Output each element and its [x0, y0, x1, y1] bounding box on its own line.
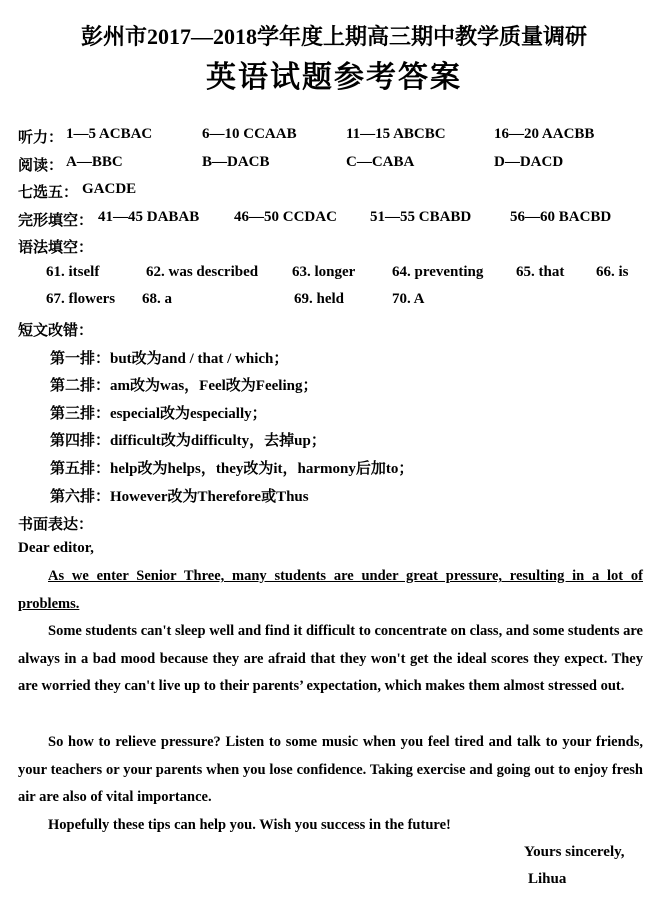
reading-label: 阅读： — [18, 158, 64, 174]
letter-greeting: Dear editor, — [18, 540, 94, 556]
listening-answer-3: 11—15 ABCBC — [346, 126, 446, 142]
letter-closing: Yours sincerely, — [524, 844, 625, 860]
letter-signature: Lihua — [528, 871, 567, 887]
listening-answer-2: 6—10 CCAAB — [202, 126, 297, 142]
correction-line-1: 第一排：but改为and / that / which； — [50, 351, 289, 367]
title-line-1: 彭州市2017—2018学年度上期高三期中教学质量调研 — [80, 24, 587, 49]
reading-answer-d: D—DACD — [494, 154, 564, 170]
writing-label: 书面表达： — [18, 517, 94, 533]
grammar-answer-61: 61. itself — [46, 264, 100, 280]
cloze-answer-4: 56—60 BACBD — [510, 209, 612, 225]
reading-answer-a: A—BBC — [66, 154, 123, 170]
reading-answer-c: C—CABA — [346, 154, 415, 170]
correction-line-6: 第六排：However改为Therefore或Thus — [50, 489, 309, 505]
listening-answer-4: 16—20 AACBB — [494, 126, 595, 142]
grammar-answer-70: 70. A — [392, 291, 425, 307]
reading-answer-b: B—DACB — [202, 154, 270, 170]
title-line-2: 英语试题参考答案 — [206, 61, 462, 94]
correction-line-3: 第三排：especial改为especially； — [50, 406, 267, 422]
listening-label: 听力： — [18, 130, 64, 146]
cloze-label: 完形填空： — [18, 213, 94, 229]
listening-answer-1: 1—5 ACBAC — [66, 126, 153, 142]
grammar-answer-66: 66. is — [596, 264, 629, 280]
cloze-answer-1: 41—45 DABAB — [98, 209, 200, 225]
letter-paragraph-4: Hopefully these tips can help you. Wish you success in the future! — [48, 817, 451, 833]
correction-line-5: 第五排：help改为helps，they改为it，harmony后加to； — [50, 461, 414, 477]
grammar-answer-64: 64. preventing — [392, 264, 484, 280]
grammar-answer-63: 63. longer — [292, 264, 356, 280]
cloze-answer-2: 46—50 CCDAC — [234, 209, 337, 225]
correction-line-4: 第四排：difficult改为difficulty，去掉up； — [50, 433, 326, 449]
grammar-answer-69: 69. held — [294, 291, 345, 307]
grammar-label: 语法填空： — [18, 240, 94, 256]
seven-choose-five-answer: GACDE — [82, 181, 137, 197]
letter-paragraph-2: Some students can't sleep well and find it difficult to concentrate on class, and some students are always in a bad mood because they are afraid that they won't get the ideal scores they expect. They are worried they can't live up to their parents’ expectation, which makes them almost stressed out. — [18, 623, 643, 695]
letter-paragraph-3: So how to relieve pressure? Listen to some music when you feel tired and talk to your friends, your teachers or your parents when you lose confidence. Taking exercise and going out to enjoy fresh air are also of vital importance. — [18, 734, 643, 806]
grammar-answer-62: 62. was described — [146, 264, 259, 280]
grammar-answer-68: 68. a — [142, 291, 172, 307]
correction-line-2: 第二排：am改为was，Feel改为Feeling； — [50, 378, 318, 394]
grammar-answer-67: 67. flowers — [46, 291, 116, 307]
correction-label: 短文改错： — [18, 323, 94, 339]
letter-paragraph-1 — [18, 563, 643, 618]
seven-choose-five-label: 七选五： — [18, 185, 79, 201]
grammar-answer-65: 65. that — [516, 264, 565, 280]
cloze-answer-3: 51—55 CBABD — [370, 209, 472, 225]
letter-paragraph-1-text: As we enter Senior Three, many students are under great pressure, resulting in a lot of problems. — [18, 568, 643, 612]
